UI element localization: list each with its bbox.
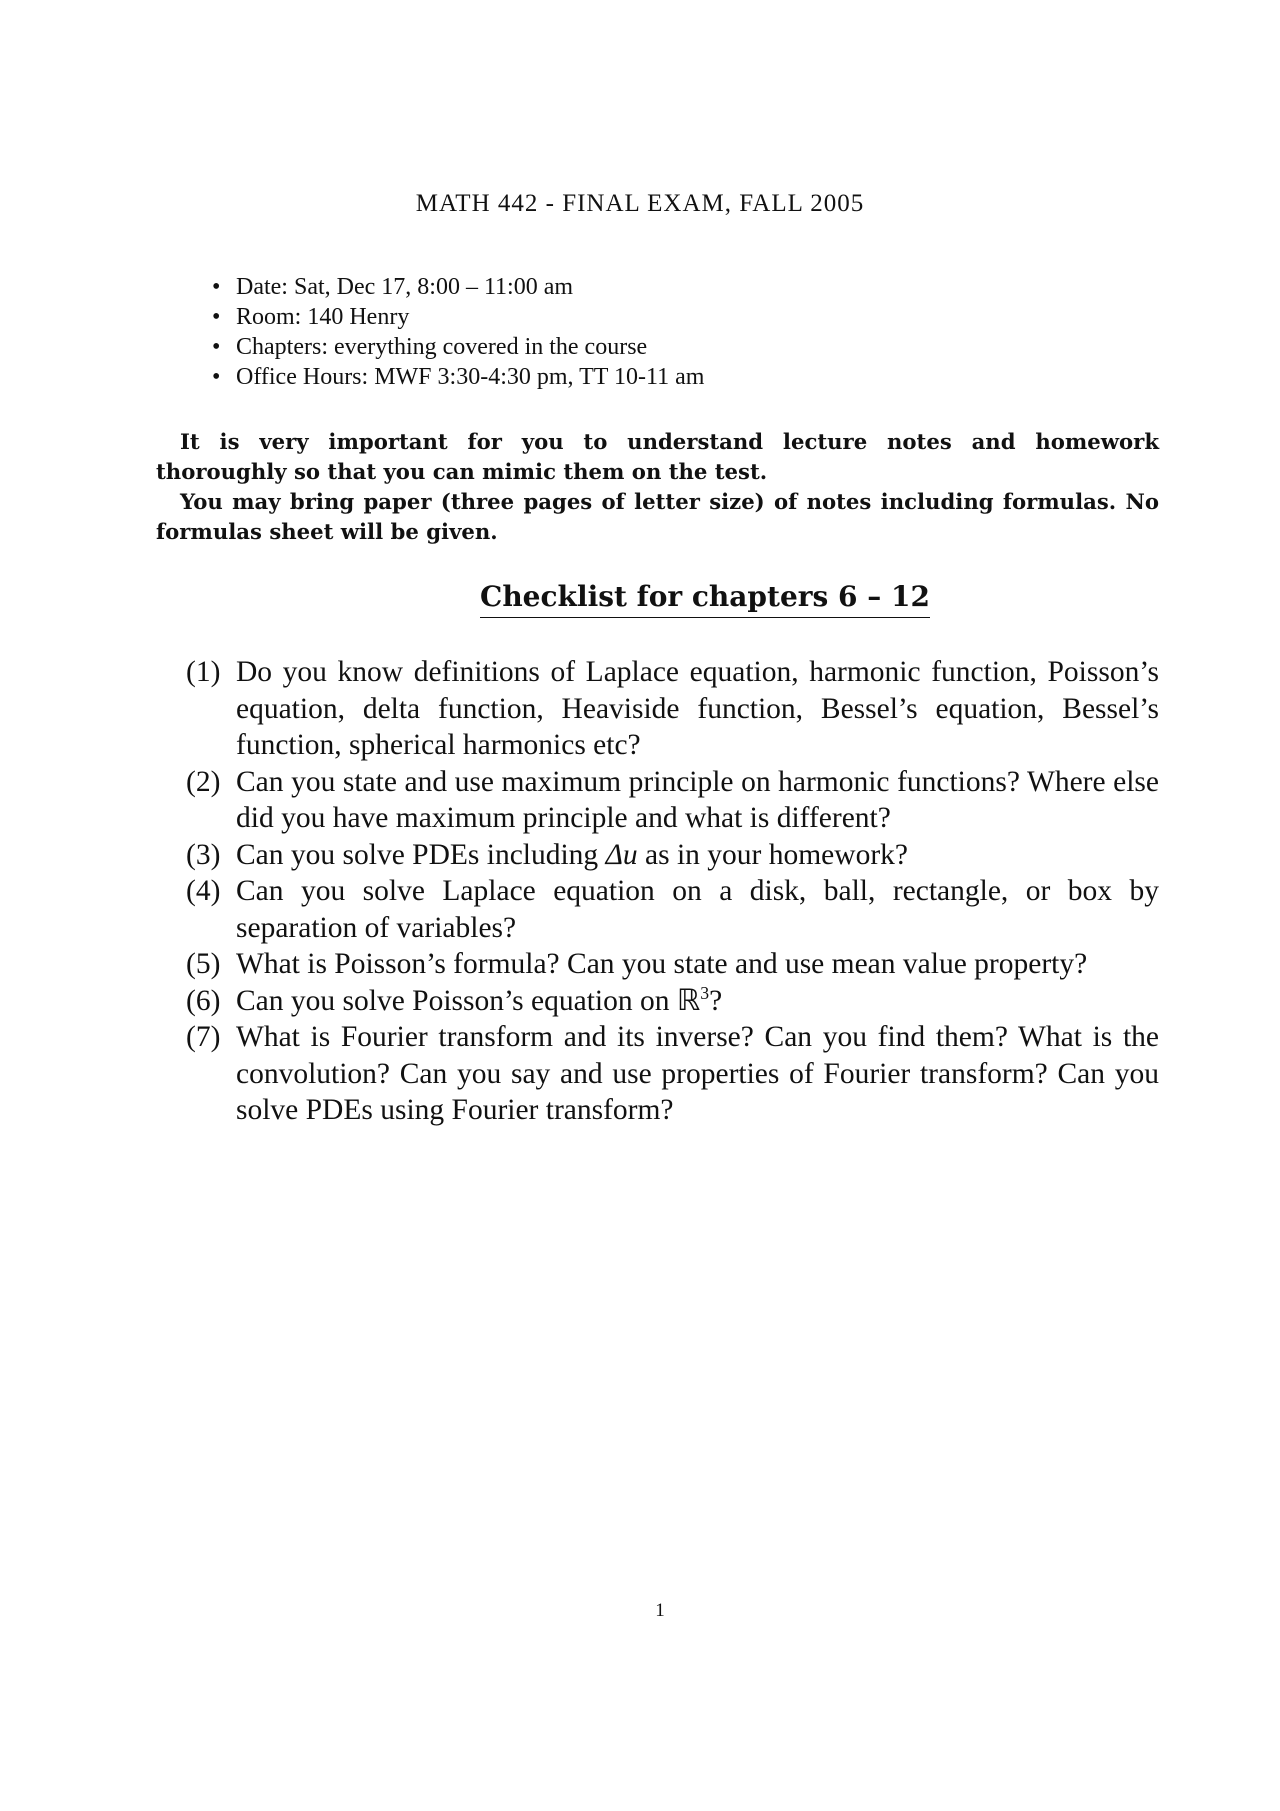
notice-paragraph-2: You may bring paper (three pages of letter size) of notes including formulas. No formulas sheet will be given. bbox=[156, 489, 1159, 544]
question-item bbox=[186, 946, 1159, 983]
info-item-office-hours bbox=[212, 362, 704, 392]
question-text-after: ? bbox=[709, 984, 723, 1017]
question-item bbox=[186, 873, 1159, 946]
question-item bbox=[186, 1019, 1159, 1129]
question-number: (5) bbox=[186, 948, 221, 980]
question-text: What is Fourier transform and its inverse? Can you find them? What is the convolution? Can you say and use properties of Fourier transform? Can you solve PDEs using Fourier transform? bbox=[236, 1021, 1159, 1126]
question-item bbox=[186, 837, 1159, 874]
info-item-date bbox=[212, 272, 704, 302]
question-item bbox=[186, 983, 1159, 1020]
bullet-icon: • bbox=[212, 334, 221, 360]
question-math-reals: ℝ bbox=[676, 984, 701, 1017]
question-text-before: Can you solve Poisson’s equation on bbox=[236, 984, 677, 1017]
bullet-icon: • bbox=[212, 304, 221, 330]
exam-info-list bbox=[212, 272, 704, 392]
question-item bbox=[186, 654, 1159, 764]
bullet-icon: • bbox=[212, 274, 221, 300]
checklist-questions bbox=[186, 654, 1159, 1129]
info-item-chapters bbox=[212, 332, 704, 362]
question-math-laplacian: Δu bbox=[605, 838, 638, 871]
question-text: Do you know definitions of Laplace equation, harmonic function, Poisson’s equation, delta function, Heaviside function, Bessel’s equation, Bessel’s function, spherical harmonics etc? bbox=[236, 656, 1159, 761]
question-item bbox=[186, 764, 1159, 837]
bullet-icon: • bbox=[212, 364, 221, 390]
question-text: What is Poisson’s formula? Can you state and use mean value property? bbox=[236, 948, 1088, 980]
question-number: (2) bbox=[186, 765, 221, 798]
page-title: MATH 442 - FINAL EXAM, FALL 2005 bbox=[415, 190, 865, 217]
exam-notice bbox=[156, 427, 1159, 547]
info-office-hours-text: Office Hours: MWF 3:30-4:30 pm, TT 10-11 am bbox=[236, 364, 705, 390]
question-number: (7) bbox=[186, 1021, 221, 1053]
question-text: Can you solve Laplace equation on a disk, ball, rectangle, or box by separation of variables? bbox=[236, 875, 1159, 944]
page-number: 1 bbox=[655, 1600, 665, 1621]
question-text-after: as in your homework? bbox=[637, 838, 908, 871]
checklist-heading bbox=[0, 580, 1280, 618]
info-date-text: Date: Sat, Dec 17, 8:00 – 11:00 am bbox=[236, 274, 574, 300]
info-room-text: Room: 140 Henry bbox=[236, 304, 410, 330]
info-chapters-text: Chapters: everything covered in the course bbox=[236, 334, 648, 360]
question-number: (1) bbox=[186, 656, 221, 688]
question-text-before: Can you solve PDEs including bbox=[236, 838, 606, 871]
info-item-room bbox=[212, 302, 704, 332]
notice-paragraph-1: It is very important for you to understand lecture notes and homework thoroughly so that you can mimic them on the test. bbox=[156, 429, 1159, 484]
question-math-exponent: 3 bbox=[700, 982, 710, 1003]
question-number: (6) bbox=[186, 984, 221, 1017]
question-number: (3) bbox=[186, 838, 221, 871]
checklist-heading-text: Checklist for chapters 6 – 12 bbox=[480, 580, 930, 618]
question-number: (4) bbox=[186, 875, 221, 907]
question-text: Can you state and use maximum principle on harmonic functions? Where else did you have maximum principle and what is different? bbox=[236, 765, 1159, 834]
